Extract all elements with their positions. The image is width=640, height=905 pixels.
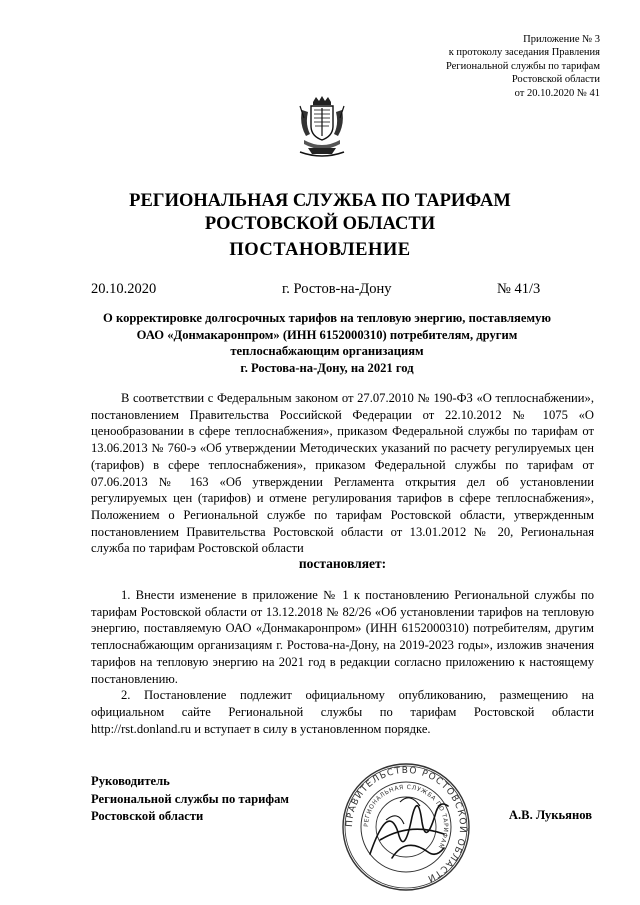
subject-line: теплоснабжающим организациям: [230, 344, 424, 359]
document-date: 20.10.2020: [91, 281, 157, 297]
annex-note: [370, 33, 600, 100]
document-city: г. Ростов-на-Дону: [282, 281, 392, 297]
signatory-title: [91, 773, 289, 826]
coat-of-arms-icon: [296, 96, 348, 158]
subject-line: О корректировке долгосрочных тарифов на тепловую энергию, поставляемую: [103, 311, 551, 325]
document-subject: [92, 310, 562, 377]
annex-line: от 20.10.2020 № 41: [514, 87, 600, 99]
official-seal-icon: [340, 762, 472, 892]
resolution-item-2: 2. Постановление подлежит официальному опубликованию, размещению на официальном сайте Региональной службы по тарифам Ростовской области http://rst.donland.ru и вступает в силу в установленном порядке.: [91, 688, 594, 736]
annex-line: Ростовской области: [511, 74, 600, 86]
preamble-paragraph: В соответствии с Федеральным законом от 27.07.2010 № 190-ФЗ «О теплоснабжении», постановлением Правительства Российской Федерации от 22.10.2012 № 1075 «О ценообразовании в сфере теплоснабжения», приказом Федеральной службы по тарифам от 13.06.2013 № 760-э «Об утверждении Методических указаний по расчету регулируемых цен (тарифов) в сфере теплоснабжения», приказом Федеральной службы по тарифам от 07.06.2013 № 163 «Об утверждении Регламента открытия дел об установлении регулируемых цен (тарифов) и отмене регулирования тарифов в сфере теплоснабжения», Положением о Региональной службе по тарифам Ростовской области, утвержденным постановлением Правительства Ростовской области от 13.01.2012 № 20, Региональная служба по тарифам Ростовской области: [91, 391, 594, 556]
document-number: № 41/3: [497, 281, 541, 297]
organization-line: РОСТОВСКОЙ ОБЛАСТИ: [204, 214, 436, 234]
signatory-title-line: Руководитель: [91, 774, 170, 788]
subject-line: ОАО «Донмакаронпром» (ИНН 6152000310) потребителям, другим: [136, 327, 518, 342]
organization-name: [0, 190, 640, 236]
signatory-title-line: Региональной службы по тарифам: [91, 791, 289, 806]
seal-inner-text: РЕГИОНАЛЬНАЯ СЛУЖБА ПО ТАРИФАМ: [362, 783, 450, 850]
organization-line: РЕГИОНАЛЬНАЯ СЛУЖБА ПО ТАРИФАМ: [129, 191, 511, 211]
resolves-heading: постановляет:: [298, 556, 387, 572]
document-body: [91, 390, 594, 737]
resolution-item-1: 1. Внести изменение в приложение № 1 к постановлению Региональной службы по тарифам Ростовской области от 13.12.2018 № 82/26 «Об установлении тарифов на тепловую энергию, поставляемую ОАО «Донмакаронпром» (ИНН 6152000310) потребителям, другим теплоснабжающим организациям г. Ростова-на-Дону, на 2019-2023 годы», изложив значения тарифов на тепловую энергию на 2021 год в редакции согласно приложению к настоящему постановлению.: [91, 588, 594, 686]
signatory-name: А.В. Лукьянов: [508, 808, 592, 822]
signatory-title-line: Ростовской области: [91, 809, 204, 823]
seal-outer-text: ПРАВИТЕЛЬСТВО РОСТОВСКОЙ ОБЛАСТИ: [344, 765, 468, 884]
annex-line: к протоколу заседания Правления: [448, 47, 600, 59]
document-type: ПОСТАНОВЛЕНИЕ: [229, 240, 411, 260]
annex-line: Приложение № 3: [523, 34, 600, 45]
subject-line: г. Ростова-на-Дону, на 2021 год: [240, 361, 414, 376]
annex-line: Региональной службы по тарифам: [445, 60, 600, 72]
